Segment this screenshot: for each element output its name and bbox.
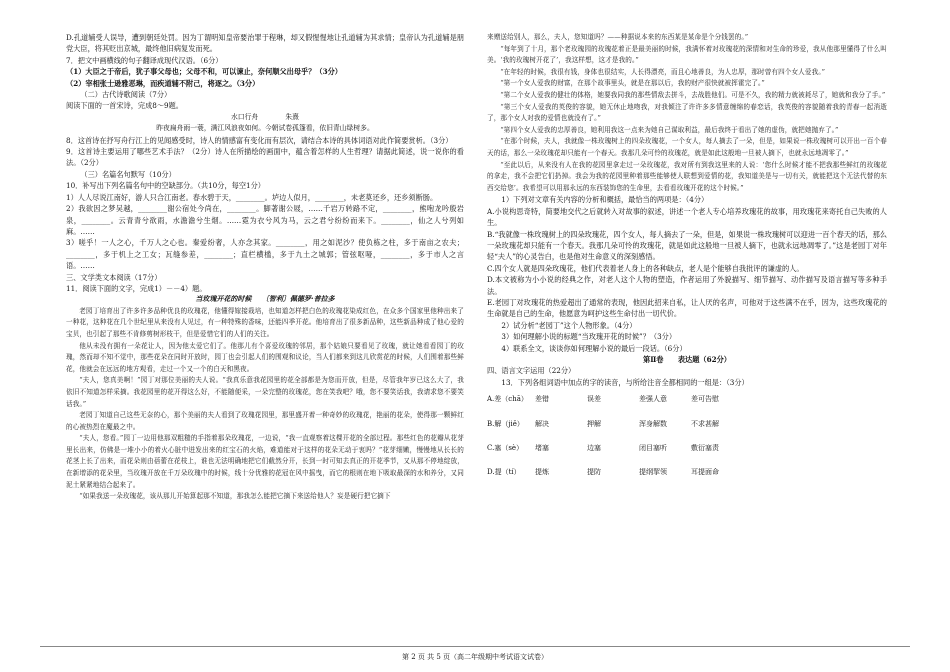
right-paragraph-14: E.老园丁对玫瑰花的热爱超出了通常的表现，他因此招来自私，让人厌的名声，可他对于这些满不在乎，因为，这些玫瑰花的生命就是自己的生命，他愿意为呵护这些生命付出一切代价。 <box>487 297 887 319</box>
left-paragraph-16: 11．阅读下面的文字，完成1）－－4）题。 <box>66 283 207 293</box>
option-word: 提纲挈领 <box>639 468 667 477</box>
option-label: C.塞（sè） <box>487 444 524 453</box>
option-row-0 <box>487 394 887 405</box>
left-paragraph-9: 9．这首诗主要运用了哪些艺术手法？（2分）诗人在所描绘的画面中，蕴含着怎样的人生哲理？请据此简述，说一说你的看法。（2分） <box>66 147 464 168</box>
option-row-2 <box>487 443 887 454</box>
right-paragraph-5: “第三个女人爱我的英俊的容貌，她无休止地吻我，对我倾注了许许多多情意缠绵的春恋话，我英俊的容貌随着我的青春一起消逝了，那个女人对我的爱情也就没有了。” <box>487 102 887 123</box>
left-paragraph-6: 水口行舟 朱熹 <box>231 112 299 121</box>
left-paragraph-22: “夫人，您看。”园丁一边用他那双粗糙的手指着那朵玫瑰花，一边说，“我一直观察着这棵开花的全部过程。那些红色的花瓣从花芽里长出来，仿佛是一堆小小的着火心脏中迸发出来的红宝石的火焰，难道能对于这样的花朵无动于衷吗？”花芽细嫩，慢慢地从长长的花茎上长了出来，而花朵则由蓓蕾在花枝上，谁也无法明确地把它们截然分开，长到一时可知去真正的开花季节，又从那不停地绽放，在新增添的花朵里，当玫瑰开放在千万朵玫瑰中的时候，线十分优雅的花冠在风中摇曳，而它的根则在地下吸取最深的水和养分，又同泥土紧紧地结合起来了。 <box>66 434 464 489</box>
right-paragraph-4: “第二个女人爱我的健壮的体格，她要我同我的那些情敌去拼斗，去战胜他们。可是不久，我的精力就被耗尽了，她就和我分了手。” <box>500 90 886 99</box>
right-column-text <box>487 32 887 388</box>
right-paragraph-8: “至此以后，从来没有人在我的花园里拿走过一朵玫瑰花，我对所有到我这里来的人说：‘您什么时候才能不把我那些鲜红的玫瑰花的拿走，我不会把它们扔掉。我会为我的花园里种着那些能够使人联想到爱情的花，我知道美是与一切有关，就能把这个无法代替的东西交给您’。我希望可以用那永远的东西装饰您的生命里，去看看玫瑰开花的这个时候。” <box>487 160 887 192</box>
right-paragraph-19: 四、语言文字运用（22分） <box>487 366 576 376</box>
left-paragraph-17: 当玫瑰开花的时候 〔智利〕佩德罗·普拉多 <box>195 295 335 304</box>
option-word: 押解 <box>587 419 601 428</box>
footer-rule <box>40 646 910 647</box>
left-paragraph-15: 三、文学类文本阅读（17分） <box>66 272 162 282</box>
left-paragraph-12: 1）人人尽说江南好，游人只合江南老。春水碧于天，________。垆边人似月，________，未老莫还乡，还乡须断肠。 <box>66 192 438 202</box>
left-paragraph-19: 他从未没有拥有一朵花让人，因为他太爱它们了。他那儿有个喜爱玫瑰的邻居，那个姑娘只要看见了玫瑰，就让她看看园丁的玫瑰，然而却不知不觉中，那些花朵在同时开放时，园丁也会引起人们的围观和议论，当人们都来到这儿欣赏花的时候，人们围着那些鲜花，他就会在远远的地方观看，走过一个又一个的白天和黑夜。 <box>66 341 464 373</box>
right-paragraph-9: 1）下列对文章有关内容的分析和概括，最恰当的两项是：（4分） <box>501 195 709 205</box>
option-word: 闭目塞听 <box>639 444 667 453</box>
right-paragraph-0: 来赠送给别人，那么，夫人，您知道吗？——种据说本来的东西某是某命是个分钱罢的。” <box>487 33 749 41</box>
right-paragraph-16: 3）如何理解小说的标题“当玫瑰开花的时候”？（3分） <box>501 332 677 342</box>
right-paragraph-2: “在年轻的时候，我很有钱，身体也很结实，人长得漂亮，而且心地善良，为人忠厚，那时曾有四个女人爱我。” <box>500 67 826 76</box>
right-paragraph-15: 2）试分析“老园丁”这个人物形象。（4分） <box>501 320 637 330</box>
option-word: 浑身解数 <box>639 419 667 428</box>
option-word: 差强人意 <box>639 395 667 404</box>
right-paragraph-10: A.小说构思奇特，简要地交代之后就转入对故事的叙述，讲述一个老人专心培养玫瑰花的故事，用玫瑰花来寄托自己失败的人生。 <box>487 206 887 228</box>
right-paragraph-6: “第四个女人爱我的忠厚善良，她利用我这一点来为她自己谋取利益，最后我终于看出了她的虚伪，就把她抛弃了。” <box>500 125 839 134</box>
left-paragraph-5: 阅读下面的一首宋诗，完成8～9题。 <box>66 101 183 111</box>
left-paragraph-7: 昨夜扁舟雨一蓑，满江风浪夜如何。今朝试卷孤篷看，依旧青山绿树多。 <box>156 124 374 133</box>
left-paragraph-14: 3）嗟乎！一人之心，千万人之心也。秦爱纷奢，人亦念其家。________，用之如泥沙？使负栋之柱，多于南亩之农夫；________，多于机上之工女；瓦缝参差，________；直栏横槛，多于九土之城郭；管弦呕哑，________，多于市人之言语。…… <box>66 238 464 271</box>
option-label: D.提（tí） <box>487 468 521 477</box>
left-paragraph-11: 10．补写出下列名篇名句中的空缺部分。（共10分，每空1分） <box>66 181 265 191</box>
right-paragraph-11: B.“我就像一株玫瑰树上的四朵玫瑰花，四个女人，每人摘去了一朵，但是，如果说一株玫瑰树可以迎进一百个春天的话，那么一朵玫瑰花却只能有一个春天。我那几朵可怜的玫瑰花，就是如此这般地一旦被人摘下，也就永远地凋零了。”这是老园丁对年轻“夫人”的心灵告白，也是他对生命意义的深刻感悟。 <box>487 229 887 262</box>
left-paragraph-4: （二）古代诗歌阅读（7分） <box>80 90 172 100</box>
option-word: 差可告慰 <box>691 395 719 404</box>
right-paragraph-13: D.本文被称为小小说的经典之作，对老人这个人物的塑造，作者运用了外貌描写、细节描写、动作描写及语言描写等多种手法。 <box>487 275 887 296</box>
left-paragraph-2: （1）大臣之于帝后，犹子事父母也；父母不和，可以谏止，奈何顺父出母乎？（3分） <box>66 67 342 77</box>
left-paragraph-21: 老园丁知道自己这些无奈的心，那个美丽的夫人看到了玫瑰花园里，那里盛开着一种奇妙的玫瑰花，艳丽的花朵，使得那一颗鲜红的心被热烈在魔最之中。 <box>66 411 464 431</box>
right-paragraph-3: “第一个女人爱我的财富，在那个故事里头，就是在那以后，我的财产很快就被挥霍完了。” <box>500 79 765 88</box>
left-paragraph-13: 2）我欲因之梦吴越，________谢公宿处今尚在，________。脚著谢公屐，……千岩万转路不定，________，熊咆龙吟殷岩泉，________。云青青兮欲雨，水澹澹兮生烟。……霓为衣兮风为马，云之君兮纷纷而来下。________，仙之人兮列如麻。…… <box>66 204 464 236</box>
right-paragraph-20: 13．下列各组词语中加点的字的读音，与所给注音全都相同的一组是：（3分） <box>501 377 749 387</box>
left-paragraph-20: “夫人，您真美啊！”园丁对那位美丽的夫人说。“我真乐意我花园里的花全部都是为您而开放，但是，尽管我年岁已这么大了，我依旧不知道怎样采摘。我花园里的花开得这么好，不能随便采，一朵完整的玫瑰花，您在笑我吧？哦，您不要笑话我，我请求您不要笑话我。” <box>66 376 464 408</box>
option-label: B.解（jiě） <box>487 419 524 428</box>
option-word: 敷衍塞责 <box>691 444 719 453</box>
left-column <box>66 32 464 503</box>
left-paragraph-0: D.孔道辅受人误导，遭到朝廷处罚。因为丁谓明知皇帝要治罪于程琳，却又假惺惺地让孔道辅为其求情；皇帝认为孔道辅是朋党大臣，将其贬出京城，最终他旧病复发而死。 <box>66 33 464 54</box>
option-word: 边塞 <box>587 444 601 453</box>
page-footer: 第 2 页 共 5 页（高二年级期中考试语文试卷） <box>401 653 549 661</box>
option-word: 差错 <box>535 395 549 404</box>
left-paragraph-10: （三）名篇名句默写（10分） <box>80 169 176 179</box>
right-paragraph-1: “每年到了十月，那个老玫瑰园的玫瑰花着正是最美丽的时候，我满怀着对玫瑰花的深情和对生命的珍爱，我从他那里懂得了什么叫美。‘我的玫瑰树开花了’，我这样想，这才是我的。” <box>487 44 887 65</box>
option-word: 提炼 <box>535 468 549 477</box>
right-paragraph-12: C.四个女人就是四朵玫瑰花，他们代表着老人身上的各种缺点，老人是个能够自我批评的谦虚的人。 <box>487 263 804 273</box>
left-paragraph-8: 8．这首诗在抒写舟行江上的见闻感受时，诗人的情感富有变化而有层次，请结合本诗的具体词语对此作简要赏析。（3分） <box>66 135 453 145</box>
question-13-options <box>487 394 887 479</box>
option-word: 解决 <box>535 419 549 428</box>
option-row-3 <box>487 467 887 478</box>
option-word: 误差 <box>587 395 601 404</box>
option-word: 耳提面命 <box>691 468 719 477</box>
left-paragraph-3: （2）宰相张士逊雅恶琳，而疾道辅不附己，将逐之。（3分） <box>66 78 260 88</box>
option-word: 提防 <box>587 468 601 477</box>
left-paragraph-23: “如果我送一朵玫瑰花，该从那儿开始算起那不知道，那我怎么能把它摘下来送给他人？妄是硬行把它摘下 <box>79 492 391 501</box>
left-paragraph-18: 老园丁培育出了许多许多品种优良的玫瑰花，他懂得嫁接栽培，也知道怎样把白色的玫瑰花染成红色，在众多个国家里他种出来了一种花，这种花在几个世纪里从来没有人见过，有一种特殊的香味，还能四季开花。他培育出了很多新品种，这些新品种成了他心爱的宝贝，也引起了那些不肯修剪树形枝干，但是爱惜它们的人们的关注。 <box>66 306 464 338</box>
right-paragraph-7: “在那个时候，夫人，我就像一株玫瑰树上的四朵玫瑰花，一个女人，每人摘去了一朵，但是，如果说一株玫瑰树可以开出一百个春天的话，那么一朵玫瑰花却只能有一个春天。我那几朵可怜的玫瑰花，就是如此这般地一旦被人摘下，也就永远地凋零了。” <box>487 137 887 157</box>
right-column <box>487 32 887 492</box>
right-paragraph-17: 4）联系全文，谈谈你如何理解小说的最后一段话。（6分） <box>501 343 687 353</box>
option-word: 堵塞 <box>535 444 549 453</box>
option-label: A.差（chā） <box>487 395 528 404</box>
left-paragraph-1: 7．把文中画横线的句子翻译成现代汉语。（6分） <box>66 55 223 65</box>
option-row-1 <box>487 419 887 430</box>
option-word: 不求甚解 <box>691 419 719 428</box>
right-paragraph-18: 第Ⅱ卷 表达题（62分） <box>643 355 731 364</box>
